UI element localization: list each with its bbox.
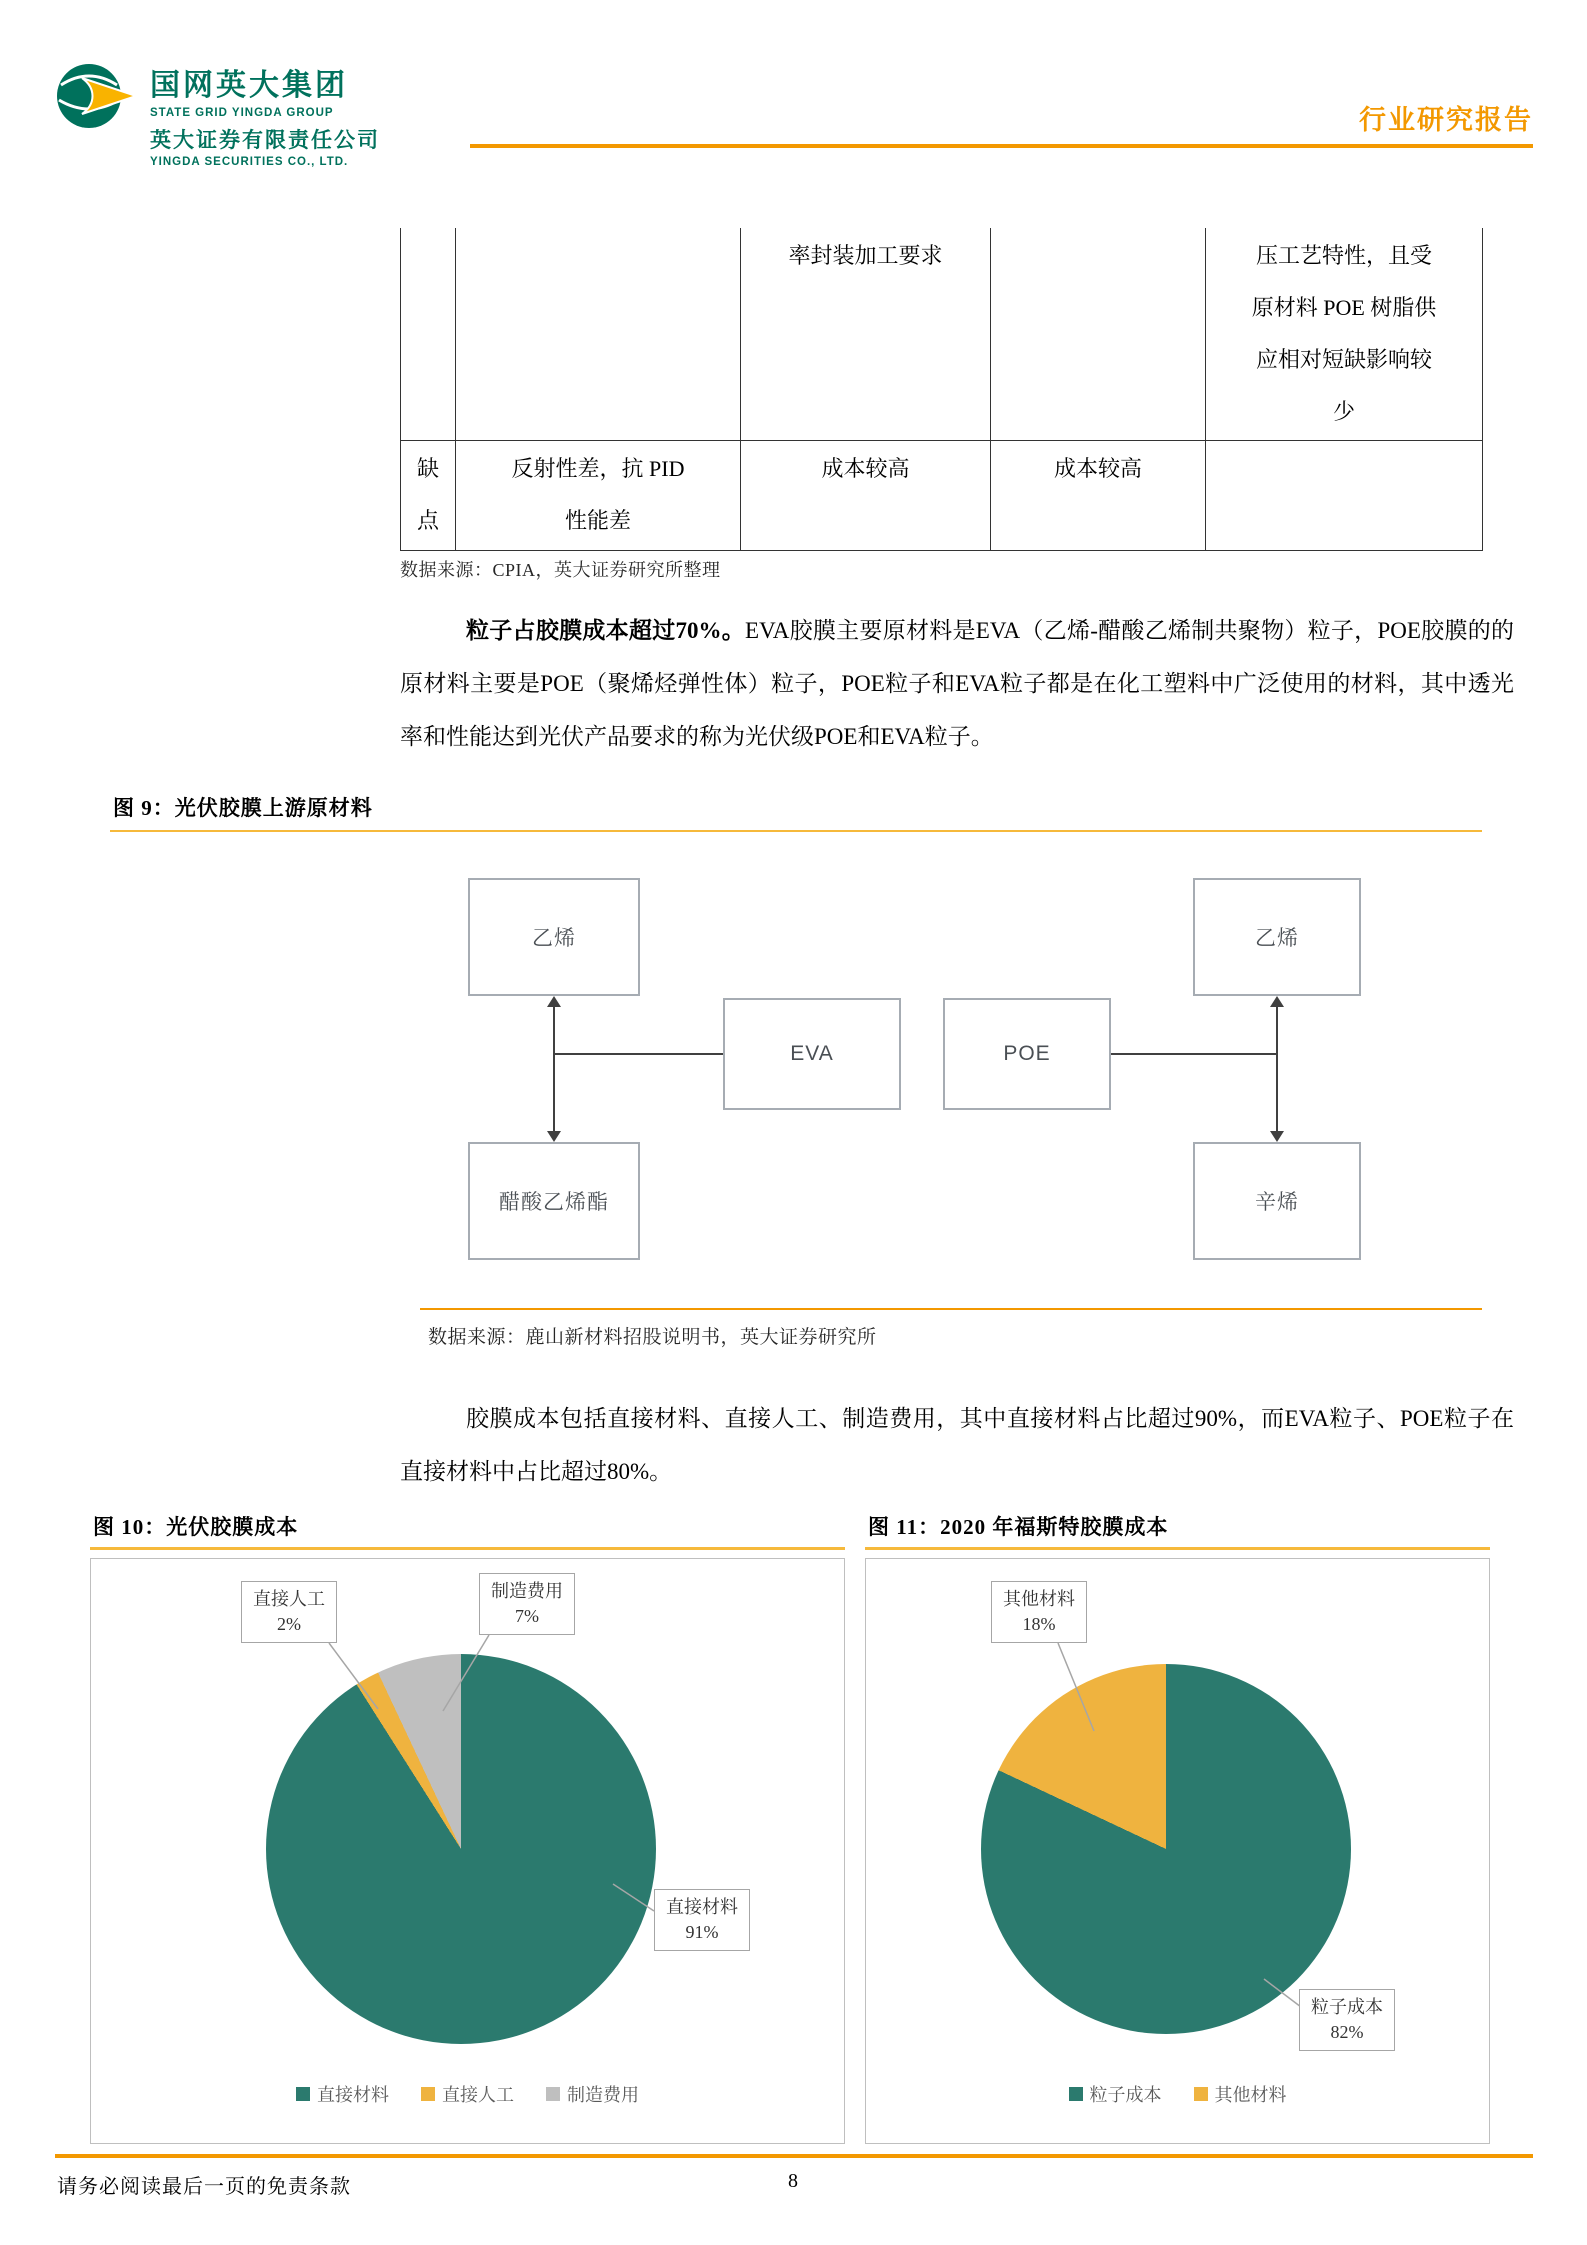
company-name-cn: 国网英大集团 bbox=[150, 69, 348, 102]
legend-item bbox=[1194, 2081, 1287, 2107]
callout-value: 18% bbox=[1022, 1614, 1056, 1634]
arrow-line-right bbox=[1276, 1005, 1278, 1134]
callout-manufacturing-cost bbox=[479, 1573, 575, 1635]
figure10-legend bbox=[91, 2081, 844, 2107]
figure11-legend bbox=[866, 2081, 1489, 2107]
cell-line: 少 bbox=[1332, 399, 1355, 424]
cell-text: 率封装加工要求 bbox=[788, 243, 943, 268]
report-type-label: 行业研究报告 bbox=[1359, 105, 1533, 135]
footer-disclaimer: 请务必阅读最后一页的免责条款 bbox=[57, 2176, 351, 2198]
footer-divider bbox=[55, 2154, 1533, 2158]
arrow-head-down-right-icon bbox=[1270, 1131, 1284, 1142]
figure11-caption-rule bbox=[865, 1547, 1490, 1550]
legend-label: 粒子成本 bbox=[1089, 2085, 1162, 2105]
node-ethylene-right: 乙烯 bbox=[1193, 878, 1361, 996]
callout-value: 82% bbox=[1330, 2022, 1364, 2042]
callout-label: 制造费用 bbox=[491, 1581, 563, 1601]
page-number: 8 bbox=[788, 2170, 799, 2192]
cell-line: 原材料 POE 树脂供 bbox=[1251, 295, 1437, 320]
paragraph-body: EVA胶膜主要原材料是EVA（乙烯-醋酸乙烯制共聚物）粒子，POE胶膜的的原材料主要是POE（聚烯烃弹性体）粒子，POE粒子和EVA粒子都是在化工塑料中广泛使用的材料，其中透光率和性能达到光伏产品要求的称为光伏级POE和EVA粒子。 bbox=[400, 618, 1515, 749]
callout-label: 其他材料 bbox=[1003, 1589, 1075, 1609]
callout-label: 直接人工 bbox=[253, 1589, 325, 1609]
cell-line: 反射性差，抗 PID bbox=[511, 456, 685, 481]
node-octene: 辛烯 bbox=[1193, 1142, 1361, 1260]
node-poe: POE bbox=[943, 998, 1111, 1110]
figure11-chart-area bbox=[865, 1558, 1490, 2144]
company-name-en: STATE GRID YINGDA GROUP bbox=[150, 107, 334, 119]
table-cell: 成本较高 bbox=[991, 441, 1206, 551]
figure10-caption-rule bbox=[90, 1547, 845, 1550]
legend-swatch-icon bbox=[296, 2087, 310, 2101]
securities-name-cn: 英大证券有限责任公司 bbox=[150, 129, 380, 152]
paragraph-lead-bold: 粒子占胶膜成本超过70%。 bbox=[466, 618, 746, 643]
callout-label: 直接材料 bbox=[666, 1897, 738, 1917]
legend-swatch-icon bbox=[421, 2087, 435, 2101]
callout-value: 7% bbox=[515, 1606, 539, 1626]
table-cell: 成本较高 bbox=[741, 441, 991, 551]
legend-label: 其他材料 bbox=[1214, 2085, 1287, 2105]
callout-direct-labor bbox=[241, 1581, 337, 1643]
pie-chart-foster-cost bbox=[981, 1664, 1351, 2034]
cell-line: 应相对短缺影响较 bbox=[1255, 347, 1432, 372]
arrow-head-down-left-icon bbox=[547, 1131, 561, 1142]
callout-label: 粒子成本 bbox=[1311, 1997, 1383, 2017]
node-vinyl-acetate: 醋酸乙烯酯 bbox=[468, 1142, 640, 1260]
arrow-head-up-right-icon bbox=[1270, 996, 1284, 1007]
callout-value: 91% bbox=[685, 1922, 719, 1942]
figure10-chart-area bbox=[90, 1558, 845, 2144]
legend-item bbox=[1069, 2081, 1162, 2107]
cell-line: 性能差 bbox=[564, 508, 631, 533]
node-ethylene-left: 乙烯 bbox=[468, 878, 640, 996]
paragraph-film-cost: 胶膜成本包括直接材料、直接人工、制造费用，其中直接材料占比超过90%，而EVA粒子、POE粒子在直接材料中占比超过80%。 bbox=[400, 1406, 1514, 1484]
figure10-caption: 图 10：光伏胶膜成本 bbox=[93, 1515, 299, 1539]
legend-swatch-icon bbox=[1069, 2087, 1083, 2101]
connector-left bbox=[555, 1053, 723, 1055]
table-source-note: 数据来源：CPIA，英大证券研究所整理 bbox=[400, 560, 721, 580]
figure9-caption: 图 9：光伏胶膜上游原材料 bbox=[113, 796, 373, 820]
callout-other-materials bbox=[991, 1581, 1087, 1643]
table-row-label: 缺点 bbox=[401, 441, 456, 551]
pie-chart-film-cost bbox=[266, 1654, 656, 2044]
securities-name-en: YINGDA SECURITIES CO., LTD. bbox=[150, 156, 349, 168]
callout-particle-cost bbox=[1299, 1989, 1395, 2051]
figure11-caption: 图 11：2020 年福斯特胶膜成本 bbox=[868, 1515, 1169, 1539]
legend-swatch-icon bbox=[546, 2087, 560, 2101]
legend-item bbox=[296, 2081, 389, 2107]
figure9-source-note: 数据来源：鹿山新材料招股说明书，英大证券研究所 bbox=[428, 1327, 877, 1348]
figure9-source-rule bbox=[420, 1308, 1482, 1310]
node-eva: EVA bbox=[723, 998, 901, 1110]
arrow-head-up-left-icon bbox=[547, 996, 561, 1007]
legend-label: 直接材料 bbox=[317, 2085, 389, 2105]
legend-item bbox=[546, 2081, 639, 2107]
cell-line: 压工艺特性，且受 bbox=[1255, 243, 1432, 268]
legend-item bbox=[421, 2081, 514, 2107]
callout-direct-material bbox=[654, 1889, 750, 1951]
callout-value: 2% bbox=[277, 1614, 301, 1634]
legend-swatch-icon bbox=[1194, 2087, 1208, 2101]
arrow-line-left bbox=[553, 1005, 555, 1134]
legend-label: 制造费用 bbox=[567, 2085, 639, 2105]
connector-right bbox=[1111, 1053, 1277, 1055]
legend-label: 直接人工 bbox=[442, 2085, 514, 2105]
